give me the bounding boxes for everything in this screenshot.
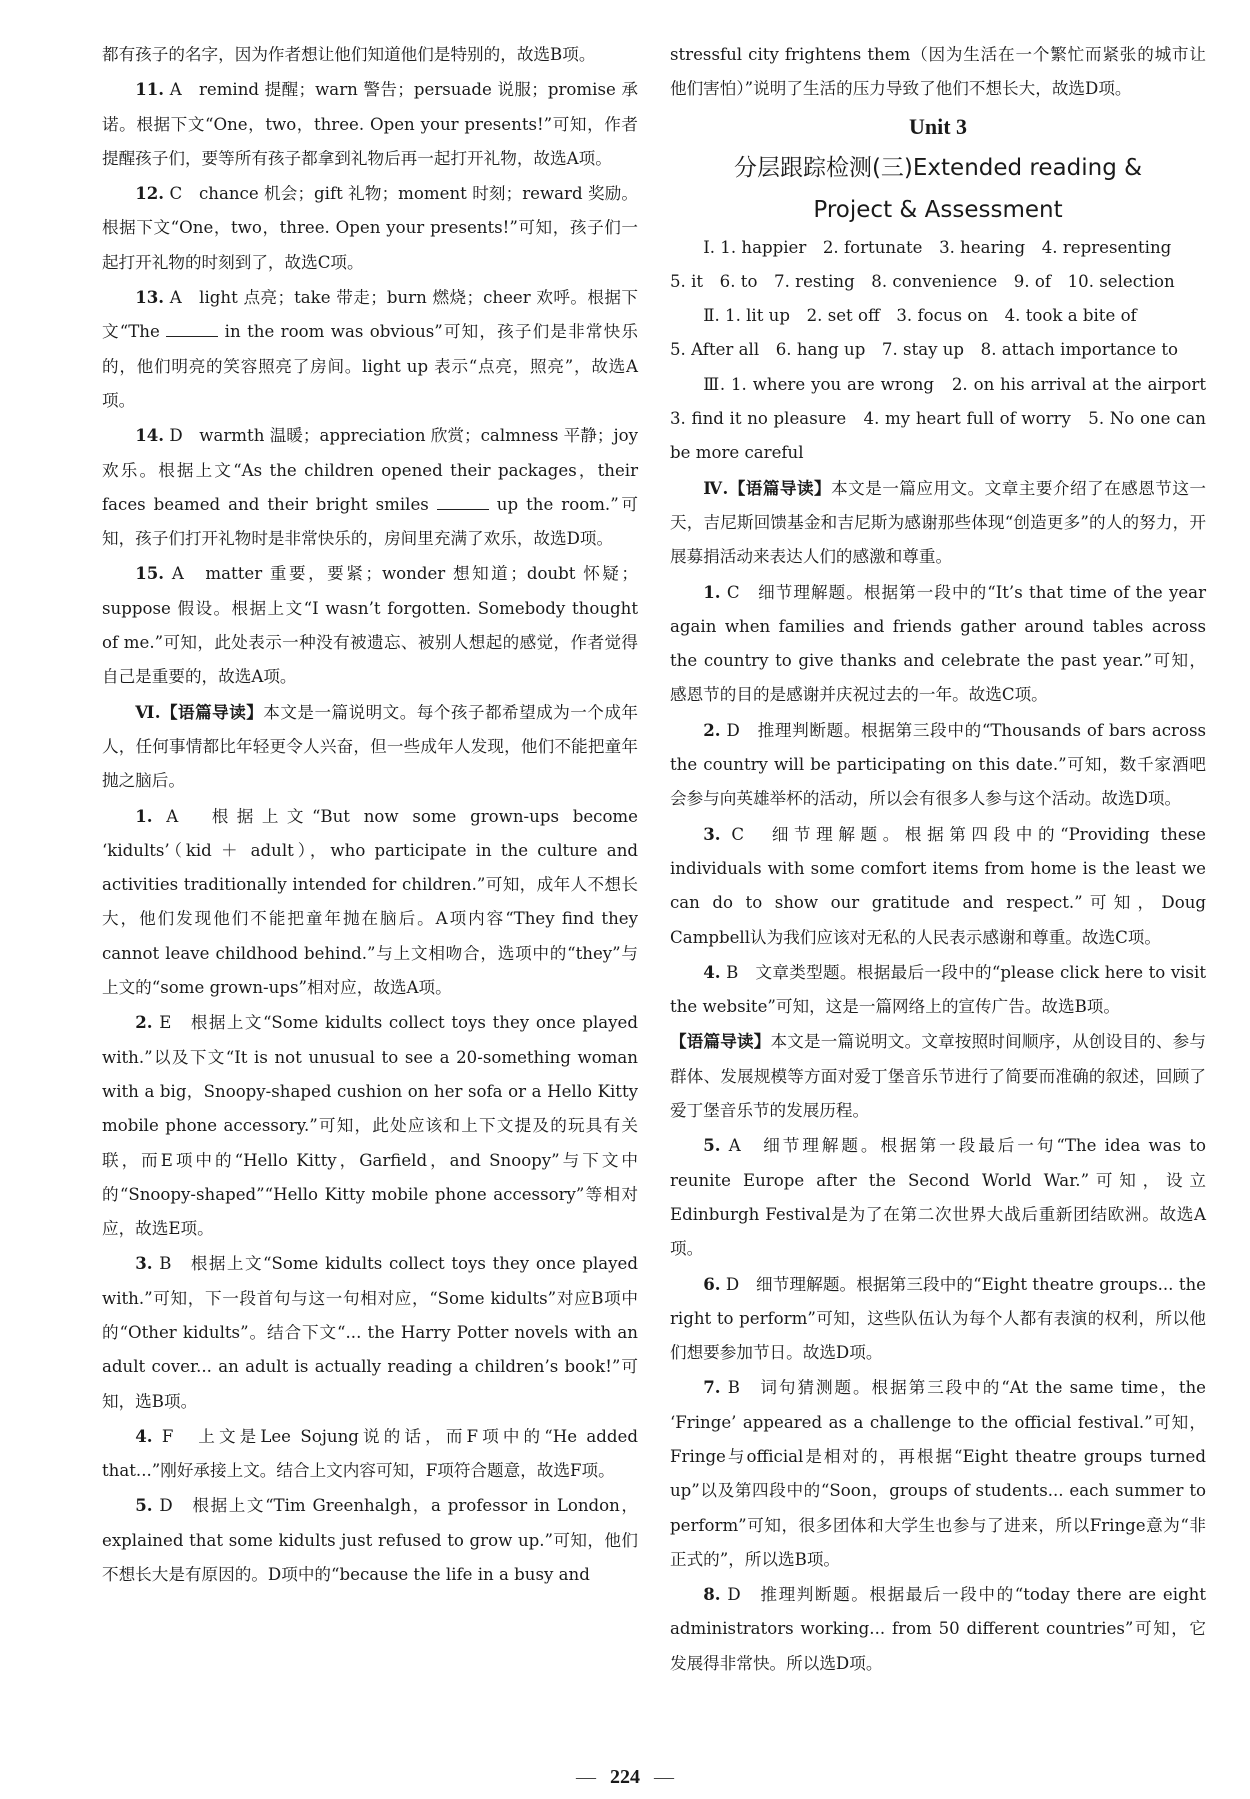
dash-right: — [654,1766,674,1788]
answer-item: 5. D 根据上文“Tim Greenhalgh，a professor in London，explained that some kidults just refused to grow up.”可知，他们不想长大是有原因的。D项中的“because the life in a busy and [102,1495,638,1585]
answer-item: 12. C chance 机会；gift 礼物；moment 时刻；reward 奖励。根据下文“One，two，three. Open your presents!”可知，孩子们一起打开礼物的时刻到了，故选C项。 [102,183,638,272]
answer-item: 4. B 文章类型题。根据最后一段中的“please click here to visit the website”可知，这是一篇网络上的宣传广告。故选B项。 [670,961,1206,1017]
answer-item: 13. A light 点亮；take 带走；burn 燃烧；cheer 欢呼。根据下文“The in the room was obvious”可知，孩子们是非常快乐的，他们明亮的笑容照亮了房间。light up 表示“点亮，照亮”，故选A项。 [102,287,638,410]
answer-item: 11. A remind 提醒；warn 警告；persuade 说服；promise 承诺。根据下文“One，two，three. Open your presents!”可知，作者提醒孩子们，要等所有孩子都拿到礼物后再一起打开礼物，故选A项。 [102,79,638,168]
dash-left: — [576,1766,596,1788]
blank-line [166,318,218,337]
paragraph: stressful city frightens them（因为生活在一个繁忙而紧张的城市让他们害怕）”说明了生活的压力导致了他们不想长大，故选D项。 [670,45,1206,99]
answer-item: 14. D warmth 温暖；appreciation 欣赏；calmness 平静；joy 欢乐。根据上文“As the children opened their packages，their faces beamed and their bright smiles up the room.”可知，孩子们打开礼物时是非常快乐的，房间里充满了欢乐，故选D项。 [102,425,639,549]
answer-item: 6. D 细节理解题。根据第三段中的“Eight theatre groups... the right to perform”可知，这些队伍认为每个人都有表演的权利，所以他们想要参加节日。故选D项。 [670,1273,1206,1363]
answer-item: 1. A 根据上文“But now some grown-ups become ‘kidults’（kid ＋ adult），who participate in the culture and activities traditionally intended for children.”可知，成年人不想长大，他们发现他们不能把童年抛在脑后。A项内容“They find they cannot leave childhood behind.”与上文相吻合，选项中的“they”与上文的“some grown-ups”相对应，故选A项。 [102,805,638,998]
passage-guide: Ⅳ.【语篇导读】本文是一篇应用文。文章主要介绍了在感恩节这一天，吉尼斯回馈基金和吉尼斯为感谢那些体现“创造更多”的人的努力，开展募捐活动来表达人们的感激和尊重。 [670,477,1207,567]
answer-item: 1. C 细节理解题。根据第一段中的“It’s that time of the year again when families and friends gather around tables across the country to give thanks and celebrate the past year.”可知，感恩节的目的是感谢并庆祝过去的一年。故选C项。 [670,581,1207,705]
left-column [102,38,638,1592]
answer-item: 2. E 根据上文“Some kidults collect toys they once played with.”以及下文“It is not unusual to see a 20-something woman with a big，Snoopy-shaped cushion on her sofa or a Hello Kitty mobile phone accessory.”可知，此处应该和上下文提及的玩具有关联，而E项中的“Hello Kitty，Garfield，and Snoopy”与下文中的“Snoopy-shaped”“Hello Kitty mobile phone accessory”等相对应，故选E项。 [102,1012,638,1239]
answer-item: 3. B 根据上文“Some kidults collect toys they once played with.”可知，下一段首句与这一句相对应，“Some kidults”对应B项中的“Other kidults”。结合下文“... the Harry Potter novels with an adult cover... an adult is actually reading a children’s book!”可知，选B项。 [102,1253,638,1411]
answer-item: 2. D 推理判断题。根据第三段中的“Thousands of bars across the country will be participating on this date.”可知，数千家酒吧会参与向英雄举杯的活动，所以会有很多人参与这个活动。故选D项。 [670,719,1207,809]
answer-item: 4. F 上文是Lee Sojung说的话，而F项中的“He added that...”刚好承接上文。结合上文内容可知，F项符合题意，故选F项。 [102,1425,638,1481]
answer-line: 5. After all 6. hang up 7. stay up 8. attach importance to [670,340,1179,360]
answer-item: 7. B 词句猜测题。根据第三段中的“At the same time，the ‘Fringe’ appeared as a challenge to the official festival.”可知，Fringe与official是相对的，再根据“Eight theatre groups turned up”以及第四段中的“Soon，groups of students... each summer to perform”可知，很多团体和大学生也参与了进来，所以Fringe意为“非正式的”，所以选B项。 [670,1377,1206,1569]
right-column [670,38,1223,1681]
unit-title: Unit 3 [908,113,968,139]
paragraph: 都有孩子的名字，因为作者想让他们知道他们是特别的，故选B项。 [102,45,596,64]
passage-guide: 【语篇导读】本文是一篇说明文。文章按照时间顺序，从创设目的、参与群体、发展规模等方面对爱丁堡音乐节进行了简要而准确的叙述，回顾了爱丁堡音乐节的发展历程。 [670,1031,1206,1121]
answer-item: 5. A 细节理解题。根据第一段最后一句“The idea was to reunite Europe after the Second World War.”可知，设立Edinburgh Festival是为了在第二次世界大战后重新团结欧洲。故选A项。 [670,1135,1207,1259]
page-number [0,1766,1250,1789]
answer-line: Ⅰ. 1. happier 2. fortunate 3. hearing 4. representing [703,237,1172,257]
answer-line: Ⅱ. 1. lit up 2. set off 3. focus on 4. took a bite of [703,306,1137,326]
page-number-value: 224 [610,1766,640,1788]
blank-line [437,491,489,510]
answer-item: 8. D 推理判断题。根据最后一段中的“today there are eight administrators working... from 50 different countries”可知，它发展得非常快。所以选D项。 [670,1584,1206,1673]
section-title-2: Project & Assessment [813,196,1063,223]
section-title: 分层跟踪检测(三)Extended reading & [733,154,1143,181]
answer-item: 3. C 细节理解题。根据第四段中的“Providing these individuals with some comfort items from home is the least we can do to show our gratitude and respect.”可知，Doug Campbell认为我们应该对无私的人民表示感谢和尊重。故选C项。 [670,823,1206,947]
answer-line: 5. it 6. to 7. resting 8. convenience 9. of 10. selection [670,271,1175,291]
passage-guide: Ⅵ.【语篇导读】本文是一篇说明文。每个孩子都希望成为一个成年人，任何事情都比年轻更令人兴奋，但一些成年人发现，他们不能把童年抛之脑后。 [102,701,639,791]
answer-line: Ⅲ. 1. where you are wrong 2. on his arrival at the airport 3. find it no pleasure 4. my heart full of worry 5. No one can be more careful [670,374,1223,463]
answer-item: 15. A matter 重要，要紧；wonder 想知道；doubt 怀疑；suppose 假设。根据上文“I wasn’t forgotten. Somebody thought of me.”可知，此处表示一种没有被遗忘、被别人想起的感觉，作者觉得自己是重要的，故选A项。 [102,563,638,687]
